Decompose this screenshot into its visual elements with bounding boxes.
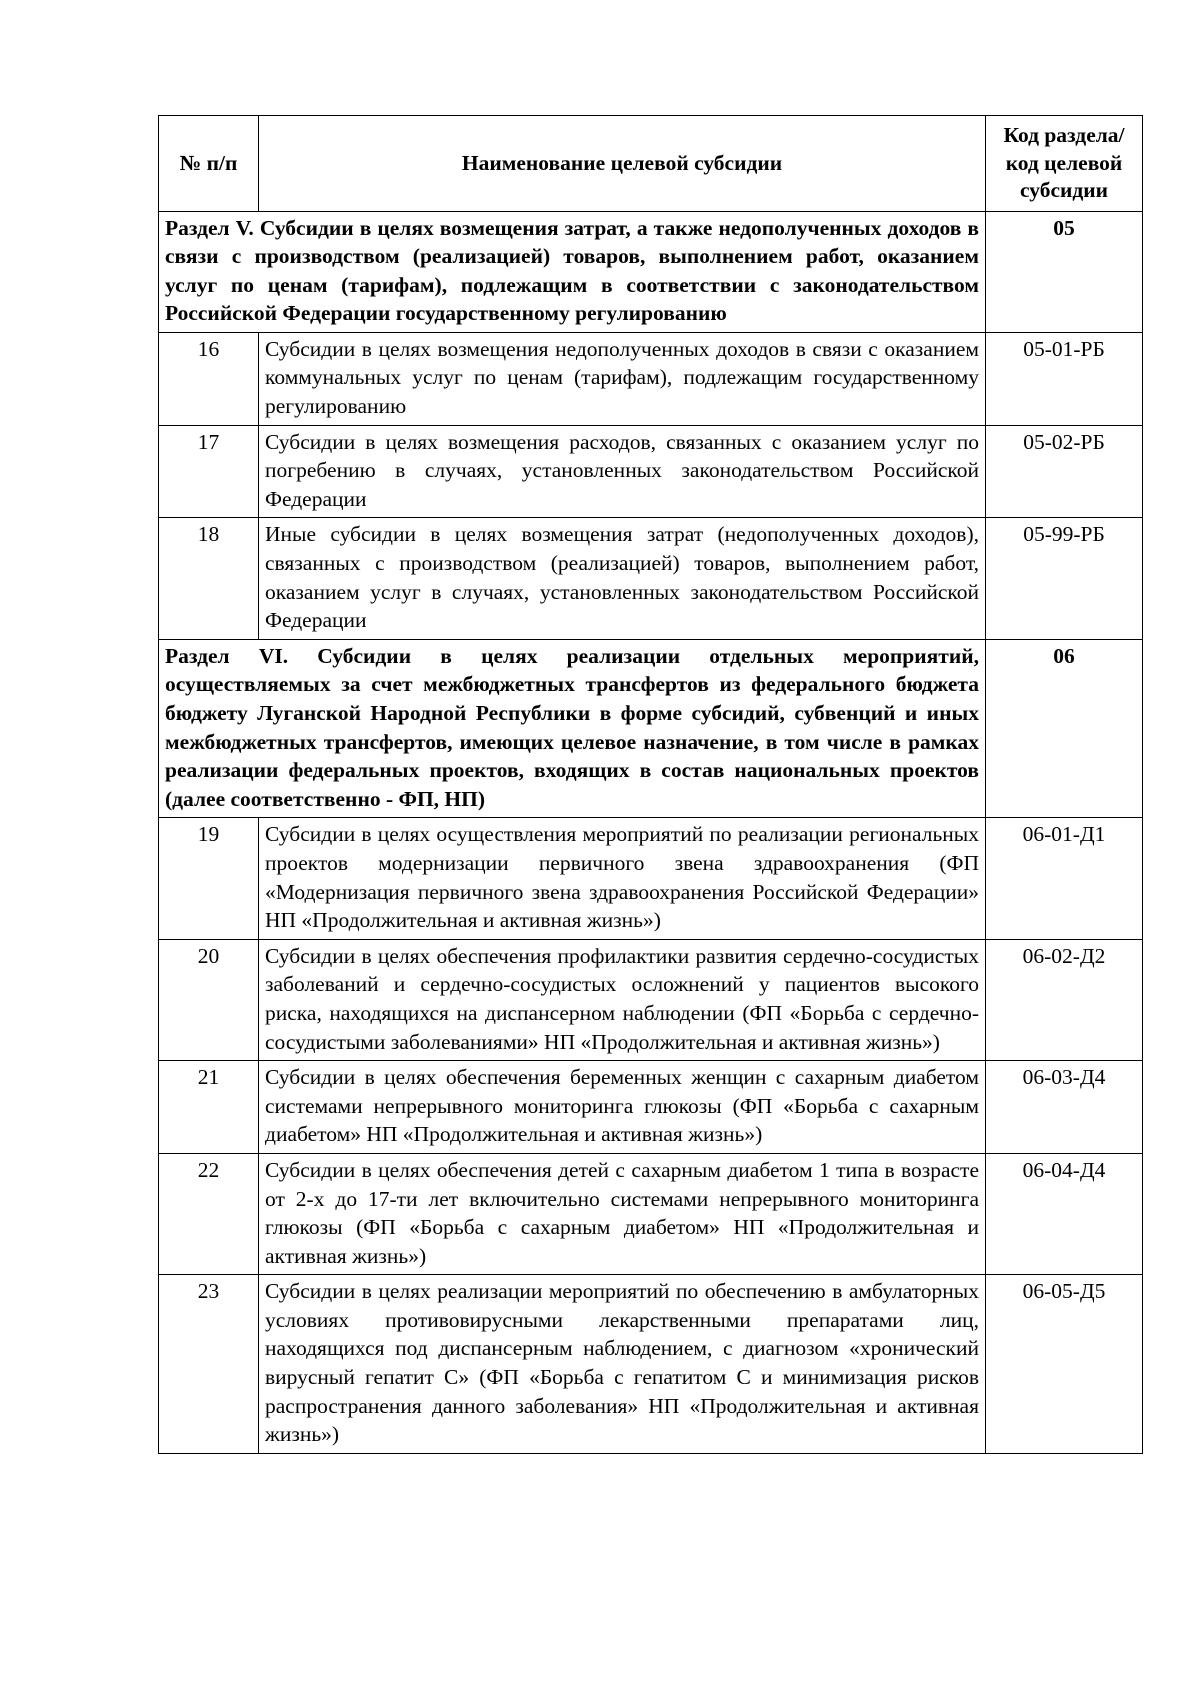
table-row xyxy=(159,518,1143,639)
row-name: Субсидии в целях осуществления мероприятий по реализации региональных проектов модернизации первичного звена здравоохранения (ФП «Модернизация первичного звена здравоохранения Российской Федерации» НП «Продолжительная и активная жизнь») xyxy=(259,818,986,939)
header-num: № п/п xyxy=(159,116,259,212)
row-name: Субсидии в целях реализации мероприятий по обеспечению в амбулаторных условиях противовирусными лекарственными препаратами лиц, находящихся под диспансерным наблюдением, с диагнозом «хронический вирусный гепатит С» (ФП «Борьба с гепатитом С и минимизация рисков распространения данного заболевания» НП «Продолжительная и активная жизнь») xyxy=(259,1275,986,1454)
row-code: 06-05-Д5 xyxy=(986,1275,1143,1454)
section-6-code: 06 xyxy=(986,639,1143,818)
table-row xyxy=(159,1275,1143,1454)
row-code: 06-03-Д4 xyxy=(986,1061,1143,1154)
table-header-row xyxy=(159,116,1143,212)
row-name: Субсидии в целях обеспечения беременных женщин с сахарным диабетом системами непрерывного мониторинга глюкозы (ФП «Борьба с сахарным диабетом» НП «Продолжительная и активная жизнь») xyxy=(259,1061,986,1154)
row-code: 06-02-Д2 xyxy=(986,939,1143,1060)
table-row xyxy=(159,939,1143,1060)
row-name: Субсидии в целях возмещения недополученных доходов в связи с оказанием коммунальных услуг по ценам (тарифам), подлежащим государственному регулированию xyxy=(259,332,986,425)
section-row-5 xyxy=(159,211,1143,332)
section-5-code: 05 xyxy=(986,211,1143,332)
table-row xyxy=(159,1061,1143,1154)
row-name: Субсидии в целях обеспечения профилактики развития сердечно-сосудистых заболеваний и сердечно-сосудистых осложнений у пациентов высокого риска, находящихся на диспансерном наблюдении (ФП «Борьба с сердечно-сосудистыми заболеваниями» НП «Продолжительная и активная жизнь») xyxy=(259,939,986,1060)
row-code: 05-01-РБ xyxy=(986,332,1143,425)
table-row xyxy=(159,425,1143,518)
row-num: 20 xyxy=(159,939,259,1060)
row-num: 17 xyxy=(159,425,259,518)
row-num: 21 xyxy=(159,1061,259,1154)
row-code: 06-01-Д1 xyxy=(986,818,1143,939)
row-name: Субсидии в целях возмещения расходов, связанных с оказанием услуг по погребению в случаях, установленных законодательством Российской Федерации xyxy=(259,425,986,518)
row-name: Субсидии в целях обеспечения детей с сахарным диабетом 1 типа в возрасте от 2-х до 17-ти лет включительно системами непрерывного мониторинга глюкозы (ФП «Борьба с сахарным диабетом» НП «Продолжительная и активная жизнь») xyxy=(259,1153,986,1274)
row-code: 05-99-РБ xyxy=(986,518,1143,639)
row-code: 06-04-Д4 xyxy=(986,1153,1143,1274)
header-code: Код раздела/ код целевой субсидии xyxy=(986,116,1143,212)
subsidy-table xyxy=(158,115,1143,1454)
table-row xyxy=(159,1153,1143,1274)
table-row xyxy=(159,332,1143,425)
row-name: Иные субсидии в целях возмещения затрат (недополученных доходов), связанных с производством (реализацией) товаров, выполнением работ, оказанием услуг в случаях, установленных законодательством Российской Федерации xyxy=(259,518,986,639)
row-num: 19 xyxy=(159,818,259,939)
row-num: 22 xyxy=(159,1153,259,1274)
row-num: 18 xyxy=(159,518,259,639)
header-name: Наименование целевой субсидии xyxy=(259,116,986,212)
section-row-6 xyxy=(159,639,1143,818)
section-5-title: Раздел V. Субсидии в целях возмещения затрат, а также недополученных доходов в связи с производством (реализацией) товаров, выполнением работ, оказанием услуг по ценам (тарифам), подлежащим в соответствии с законодательством Российской Федерации государственному регулированию xyxy=(159,211,986,332)
row-num: 23 xyxy=(159,1275,259,1454)
row-code: 05-02-РБ xyxy=(986,425,1143,518)
section-6-title: Раздел VI. Субсидии в целях реализации отдельных мероприятий, осуществляемых за счет межбюджетных трансфертов из федерального бюджета бюджету Луганской Народной Республики в форме субсидий, субвенций и иных межбюджетных трансфертов, имеющих целевое назначение, в том числе в рамках реализации федеральных проектов, входящих в состав национальных проектов (далее соответственно - ФП, НП) xyxy=(159,639,986,818)
row-num: 16 xyxy=(159,332,259,425)
table-row xyxy=(159,818,1143,939)
